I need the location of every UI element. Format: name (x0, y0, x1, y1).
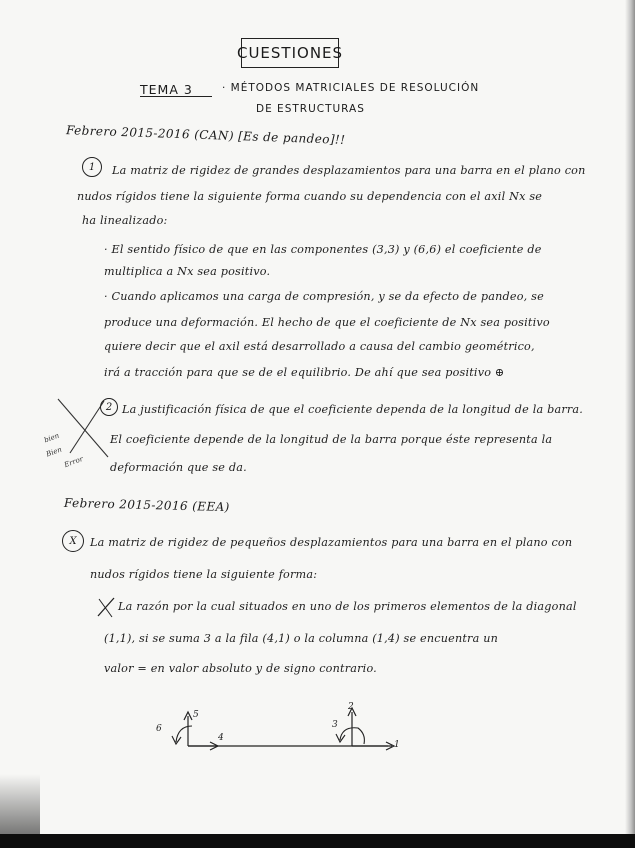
bar-dof-diagram (150, 700, 410, 770)
sub-question-line: La justificación física de que el coeficiente dependa de la longitud de la barra. (122, 403, 584, 416)
question-line: nudos rígidos tiene la siguiente forma cuando su dependencia con el axil Nx se (77, 190, 543, 203)
tema-label: TEMA 3 (140, 82, 193, 97)
margin-note: Bien (45, 445, 63, 459)
scan-edge-shadow (625, 0, 635, 848)
tema-underline (140, 96, 212, 97)
answer-line: valor = en valor absoluto y de signo contrario. (104, 662, 377, 675)
cross-out-mark (96, 596, 116, 620)
answer-line: (1,1), si se suma 3 a la fila (4,1) o la columna (1,4) se encuentra un (104, 632, 499, 645)
answer-line: multiplica a Nx sea positivo. (104, 265, 271, 278)
sub-question-number: 2 (100, 398, 118, 416)
question-number-1: 1 (82, 157, 102, 177)
section-heading-2: Febrero 2015-2016 (EEA) (63, 495, 230, 515)
dof-label: 4 (218, 733, 224, 743)
section-heading-1: Febrero 2015-2016 (CAN) [Es de pandeo]!! (65, 123, 346, 147)
page-title: CUESTIONES (241, 38, 339, 68)
scan-edge-shadow (0, 774, 40, 834)
margin-note: Error (63, 454, 85, 470)
answer-line: produce una deformación. El hecho de que el coeficiente de Nx sea positivo (104, 316, 550, 329)
tema-title-line1: · MÉTODOS MATRICIALES DE RESOLUCIÓN (222, 82, 480, 94)
answer-line: · El sentido físico de que en las componentes (3,3) y (6,6) el coeficiente de (104, 243, 542, 256)
margin-note: bien (43, 431, 61, 445)
sub-answer-line: deformación que se da. (110, 461, 247, 474)
answer-line: La razón por la cual situados en uno de los primeros elementos de la diagonal (118, 600, 577, 613)
scan-edge-bottom (0, 834, 635, 848)
tema-title-line2: DE ESTRUCTURAS (256, 103, 365, 115)
answer-line: · Cuando aplicamos una carga de compresión, y se da efecto de pandeo, se (104, 290, 544, 303)
question-number-2: X (62, 530, 84, 552)
answer-line: irá a tracción para que se de el equilibrio. De ahí que sea positivo ⊕ (104, 366, 505, 379)
dof-label: 3 (332, 720, 338, 730)
question-line: nudos rígidos tiene la siguiente forma: (90, 568, 318, 581)
question-line: La matriz de rigidez de pequeños desplazamientos para una barra en el plano con (90, 536, 573, 549)
question-line: La matriz de rigidez de grandes desplazamientos para una barra en el plano con (112, 164, 586, 177)
dof-label: 5 (193, 710, 199, 720)
dof-label: 6 (156, 724, 162, 734)
answer-line: quiere decir que el axil está desarrollado a causa del cambio geométrico, (104, 340, 535, 353)
sub-answer-line: El coeficiente depende de la longitud de la barra porque éste representa la (110, 433, 553, 446)
question-line: ha linealizado: (82, 214, 168, 227)
dof-label: 1 (394, 740, 400, 750)
dof-label: 2 (348, 702, 354, 712)
